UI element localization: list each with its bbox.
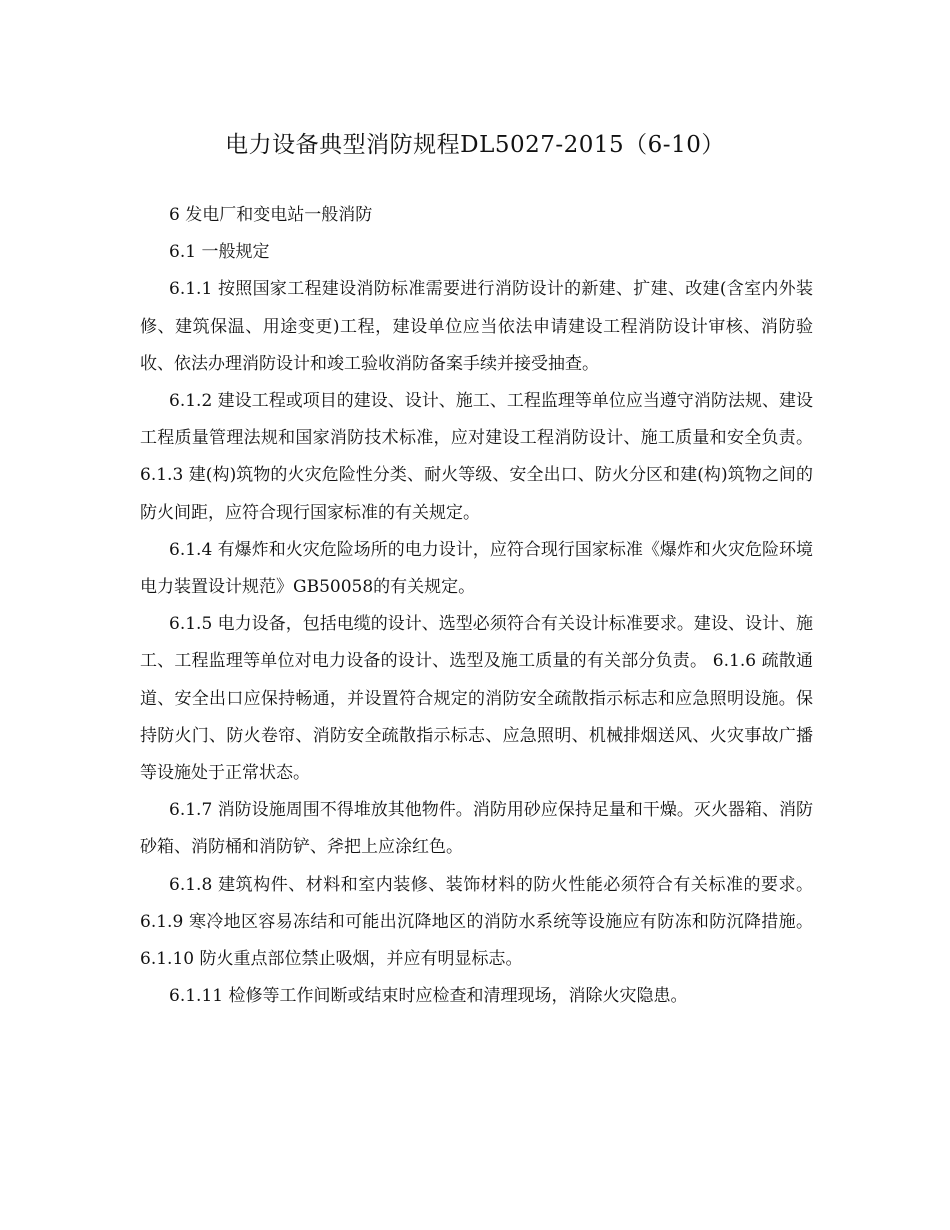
section-heading-6-1: 6.1 一般规定	[169, 242, 270, 263]
clause-6-1-7: 6.1.7 消防设施周围不得堆放其他物件。消防用砂应保持足量和干燥。灭火器箱、消防砂箱、消防桶和消防铲、斧把上应涂红色。	[140, 800, 813, 858]
clause-6-1-4: 6.1.4 有爆炸和火灾危险场所的电力设计，应符合现行国家标准《爆炸和火灾危险环境电力装置设计规范》GB50058的有关规定。	[140, 539, 813, 598]
clause-6-1-2-and-6-1-3: 6.1.2 建设工程或项目的建设、设计、施工、工程监理等单位应当遵守消防法规、建设工程质量管理法规和国家消防技术标准，应对建设工程消防设计、施工质量和安全负责。 6.1.3 建(构)筑物的火灾危险性分类、耐火等级、安全出口、防火分区和建(构)筑物之间的防火间距，应符合现行国家标准的有关规定。	[140, 391, 813, 523]
clause-6-1-11: 6.1.11 检修等工作间断或结束时应检查和清理现场，消除火灾隐患。	[169, 986, 688, 1007]
section-heading-6: 6 发电厂和变电站一般消防	[169, 205, 373, 225]
document-body	[140, 197, 813, 1015]
clause-6-1-8-to-6-1-10: 6.1.8 建筑构件、材料和室内装修、装饰材料的防火性能必须符合有关标准的要求。 6.1.9 寒冷地区容易冻结和可能出沉降地区的消防水系统等设施应有防冻和防沉降措施。 6.1.10 防火重点部位禁止吸烟，并应有明显标志。	[140, 874, 813, 970]
clause-6-1-1: 6.1.1 按照国家工程建设消防标准需要进行消防设计的新建、扩建、改建(含室内外装修、建筑保温、用途变更)工程，建设单位应当依法申请建设工程消防设计审核、消防验收、依法办理消防设计和竣工验收消防备案手续并接受抽查。	[140, 279, 813, 374]
clause-6-1-5-and-6-1-6: 6.1.5 电力设备，包括电缆的设计、选型必须符合有关设计标准要求。建设、设计、施工、工程监理等单位对电力设备的设计、选型及施工质量的有关部分负责。 6.1.6 疏散通道、安全出口应保持畅通，并设置符合规定的消防安全疏散指示标志和应急照明设施。保持防火门、防火卷帘、消防安全疏散指示标志、应急照明、机械排烟送风、火灾事故广播等设施处于正常状态。	[140, 614, 813, 784]
document-title: 电力设备典型消防规程DL5027-2015（6-10）	[225, 132, 725, 158]
